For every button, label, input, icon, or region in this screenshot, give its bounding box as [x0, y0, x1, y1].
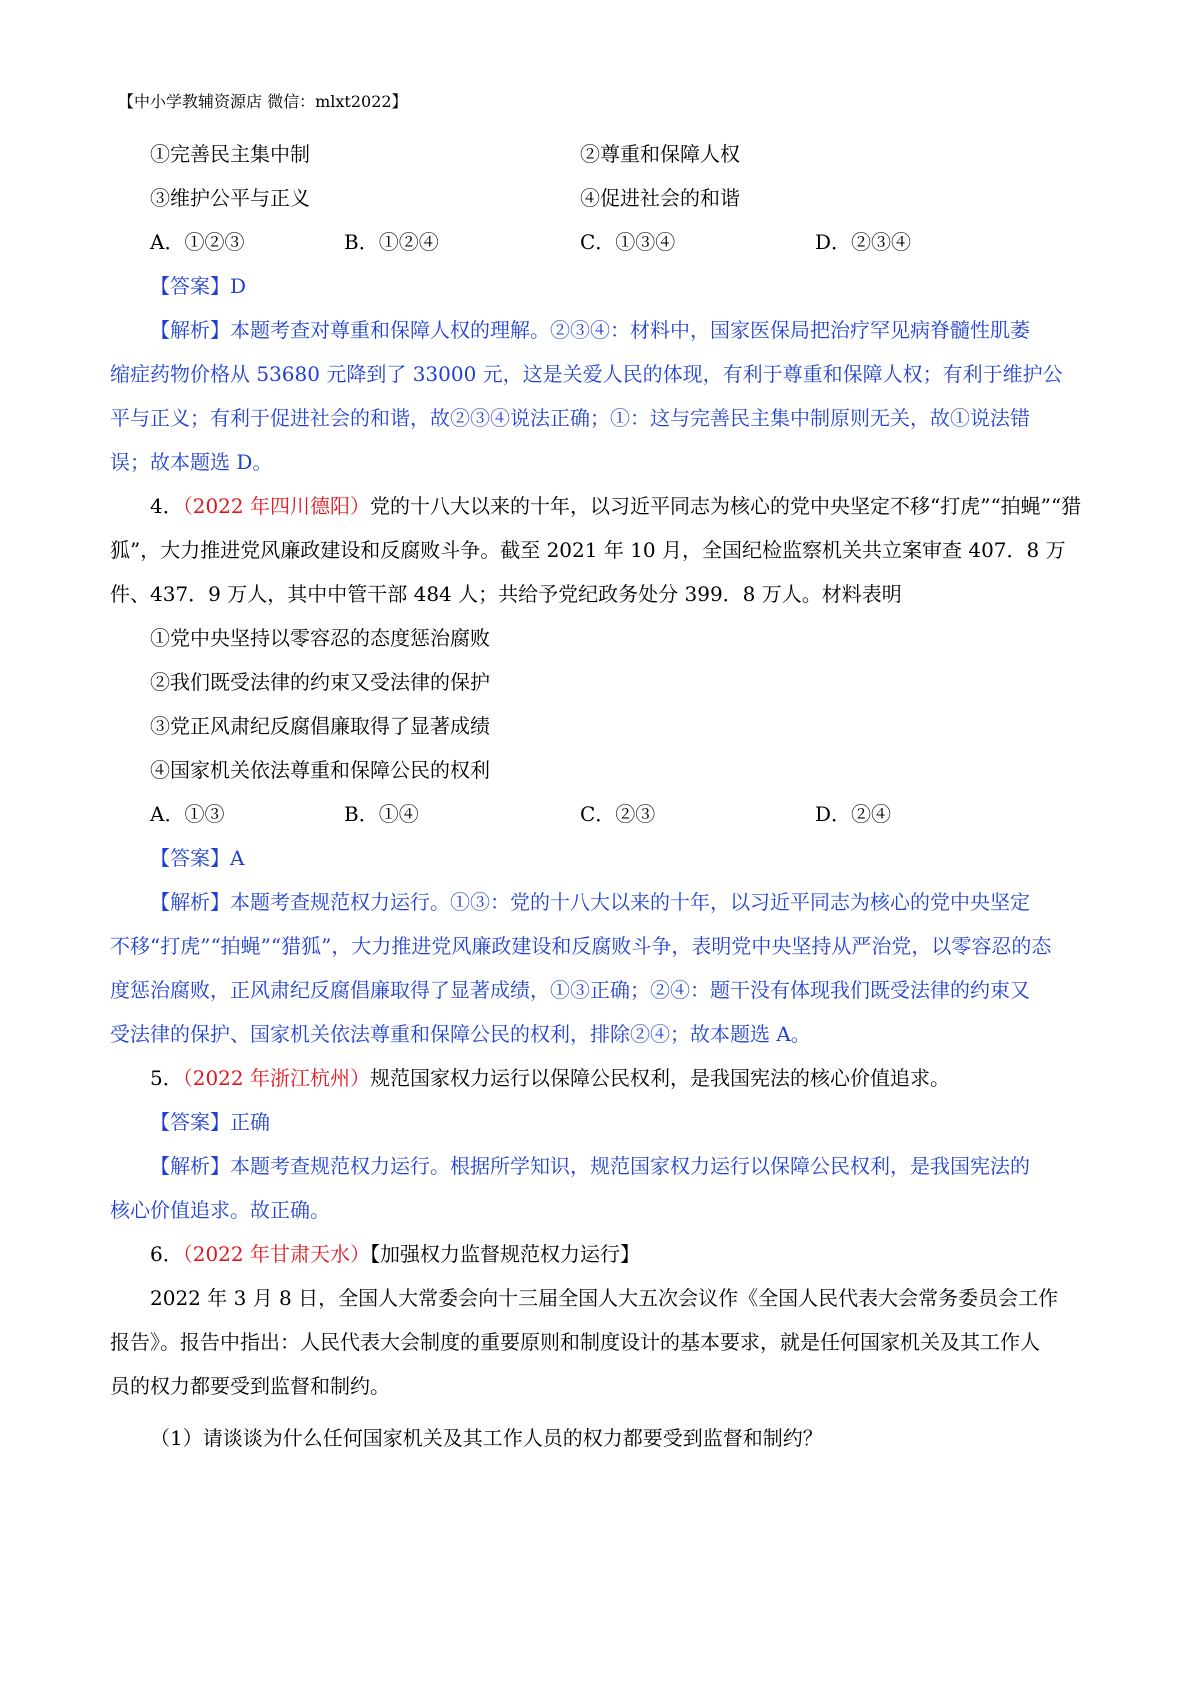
- q6-heading: [150, 1240, 1140, 1268]
- q3-option-a: A．①②③: [150, 230, 245, 254]
- q5-stem-text: 规范国家权力运行以保障公民权利，是我国宪法的核心价值追求。: [370, 1066, 950, 1090]
- q6-material-line-3: 员的权力都要受到监督和制约。: [110, 1374, 390, 1398]
- q3-statement-1: ①完善民主集中制: [150, 142, 310, 166]
- q3-option-c: C．①③④: [580, 230, 676, 254]
- q3-analysis-line-2: 缩症药物价格从 53680 元降到了 33000 元，这是关爱人民的体现，有利于尊重和保障人权；有利于维护公: [110, 362, 1063, 386]
- q3-analysis-line-3: 平与正义；有利于促进社会的和谐，故②③④说法正确；①：这与完善民主集中制原则无关，故①说法错: [110, 406, 1030, 430]
- q4-analysis-line-4: 受法律的保护、国家机关依法尊重和保障公民的权利，排除②④；故本题选 A。: [110, 1022, 811, 1046]
- q6-material-line-1: 2022 年 3 月 8 日，全国人大常委会向十三届全国人大五次会议作《全国人民代表大会常务委员会工作: [150, 1286, 1059, 1310]
- q3-statement-4: ④促进社会的和谐: [580, 186, 740, 210]
- q4-analysis-line-1: 【解析】本题考查规范权力运行。①③：党的十八大以来的十年，以习近平同志为核心的党中央坚定: [150, 890, 1030, 914]
- q3-answer: 【答案】D: [150, 274, 247, 298]
- q4-stem-line-3: 件、437．9 万人，其中中管干部 484 人；共给予党纪政务处分 399．8 万人。材料表明: [110, 582, 902, 606]
- q6-subquestion-1: （1）请谈谈为什么任何国家机关及其工作人员的权力都要受到监督和制约？: [150, 1426, 823, 1450]
- q3-statement-2: ②尊重和保障人权: [580, 142, 740, 166]
- q6-source: （2022 年甘肃天水）: [182, 1242, 370, 1266]
- q5-source: （2022 年浙江杭州）: [182, 1066, 370, 1090]
- q6-material-line-2: 报告》。报告中指出：人民代表大会制度的重要原则和制度设计的基本要求，就是任何国家机关及其工作人: [110, 1330, 1040, 1354]
- q6-title: 【加强权力监督规范权力运行】: [370, 1242, 640, 1266]
- q4-analysis-line-2: 不移“打虎”“拍蝇”“猎狐”，大力推进党风廉政建设和反腐败斗争，表明党中央坚持从严治党，以零容忍的态: [110, 934, 1052, 958]
- q3-analysis-line-4: 误；故本题选 D。: [110, 450, 273, 474]
- q4-statement-4: ④国家机关依法尊重和保障公民的权利: [150, 758, 490, 782]
- q5-analysis-line-1: 【解析】本题考查规范权力运行。根据所学知识，规范国家权力运行以保障公民权利，是我国宪法的: [150, 1154, 1030, 1178]
- q4-number: 4．: [150, 494, 183, 518]
- q4-statement-1: ①党中央坚持以零容忍的态度惩治腐败: [150, 626, 490, 650]
- q4-option-d: D．②④: [815, 802, 892, 826]
- q5-number: 5．: [150, 1066, 183, 1090]
- q4-statement-3: ③党正风肃纪反腐倡廉取得了显著成绩: [150, 714, 490, 738]
- q4-answer: 【答案】A: [150, 846, 245, 870]
- q6-number: 6．: [150, 1242, 183, 1266]
- q5-analysis-line-2: 核心价值追求。故正确。: [110, 1198, 330, 1222]
- page-header: 【中小学教辅资源店 微信：mlxt2022】: [118, 92, 408, 111]
- q4-stem-line-2: 狐”，大力推进党风廉政建设和反腐败斗争。截至 2021 年 10 月，全国纪检监察机关共立案审查 407．8 万: [110, 538, 1066, 562]
- q3-analysis-line-1: 【解析】本题考查对尊重和保障人权的理解。②③④：材料中，国家医保局把治疗罕见病脊髓性肌萎: [150, 318, 1030, 342]
- q4-stem-line-1: [150, 492, 1140, 520]
- q3-option-b: B．①②④: [344, 230, 439, 254]
- q4-statement-2: ②我们既受法律的约束又受法律的保护: [150, 670, 490, 694]
- q4-option-a: A．①③: [150, 802, 225, 826]
- q3-option-d: D．②③④: [815, 230, 912, 254]
- q5-stem: [150, 1064, 1140, 1092]
- q4-option-b: B．①④: [344, 802, 419, 826]
- q4-analysis-line-3: 度惩治腐败，正风肃纪反腐倡廉取得了显著成绩，①③正确；②④：题干没有体现我们既受法律的约束又: [110, 978, 1030, 1002]
- q4-stem-text-1: 党的十八大以来的十年，以习近平同志为核心的党中央坚定不移“打虎”“拍蝇”“猎: [370, 494, 1082, 518]
- q4-source: （2022 年四川德阳）: [182, 494, 370, 518]
- q5-answer: 【答案】正确: [150, 1110, 270, 1134]
- q3-statement-3: ③维护公平与正义: [150, 186, 310, 210]
- q4-option-c: C．②③: [580, 802, 656, 826]
